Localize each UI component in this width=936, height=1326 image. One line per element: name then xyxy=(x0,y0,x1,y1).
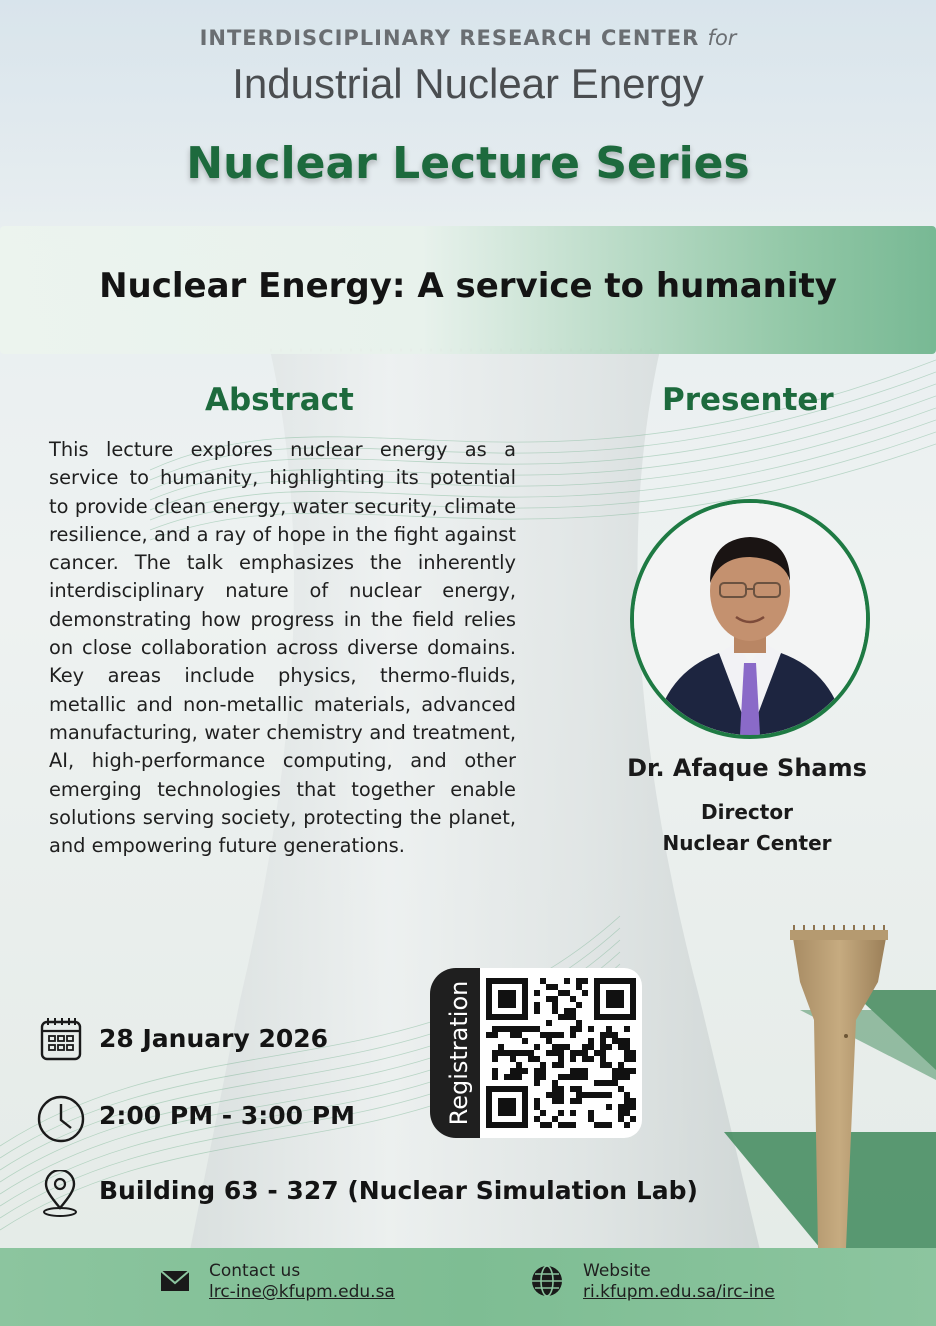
org-for-text: for xyxy=(707,26,737,50)
presenter-heading: Presenter xyxy=(662,382,834,418)
qr-card[interactable] xyxy=(480,968,642,1138)
location-pin-icon xyxy=(40,1170,80,1218)
registration-label: Registration xyxy=(445,980,473,1126)
abstract-heading: Abstract xyxy=(205,382,354,418)
abstract-text: This lecture explores nuclear energy as a service to humanity, highlighting its potential to provide clean energy, water security, climate resilience, and a ray of hope in the fight against cancer. The talk emphasizes the inherently interdisciplinary nature of nuclear energy, demonstrating how progress in the field relies on close collaboration across diverse domains. Key areas include physics, thermo-fluids, metallic and non-metallic materials, advanced manufacturing, water chemistry and treatment, AI, high-performance computing, and other emerging technologies that together enable solutions serving society, protecting the planet, and empowering future generations. xyxy=(49,438,516,858)
org-name: Industrial Nuclear Energy xyxy=(232,60,704,107)
org-line xyxy=(0,26,936,50)
qr-code[interactable] xyxy=(486,978,636,1128)
series-title: Nuclear Lecture Series xyxy=(186,138,750,189)
event-date: 28 January 2026 xyxy=(99,1024,329,1053)
website-label: Website xyxy=(583,1261,651,1281)
presenter-title: Director xyxy=(701,800,793,824)
presenter-portrait-icon xyxy=(634,503,866,735)
globe-icon xyxy=(530,1264,564,1298)
event-time: 2:00 PM - 3:00 PM xyxy=(99,1101,355,1130)
contact-email-link[interactable]: lrc-ine@kfupm.edu.sa xyxy=(209,1282,395,1302)
org-line-text: INTERDISCIPLINARY RESEARCH CENTER xyxy=(199,26,700,50)
presenter-unit: Nuclear Center xyxy=(662,831,832,855)
website-link[interactable]: ri.kfupm.edu.sa/irc-ine xyxy=(583,1282,775,1302)
presenter-name: Dr. Afaque Shams xyxy=(627,754,867,782)
contact-label: Contact us xyxy=(209,1261,301,1281)
mail-icon xyxy=(160,1270,190,1292)
clock-icon xyxy=(36,1094,86,1144)
footer-bar xyxy=(0,1248,936,1326)
presenter-photo xyxy=(630,499,870,739)
calendar-icon xyxy=(40,1017,82,1061)
event-location: Building 63 - 327 (Nuclear Simulation Lab) xyxy=(99,1176,698,1205)
lecture-title: Nuclear Energy: A service to humanity xyxy=(99,266,837,306)
